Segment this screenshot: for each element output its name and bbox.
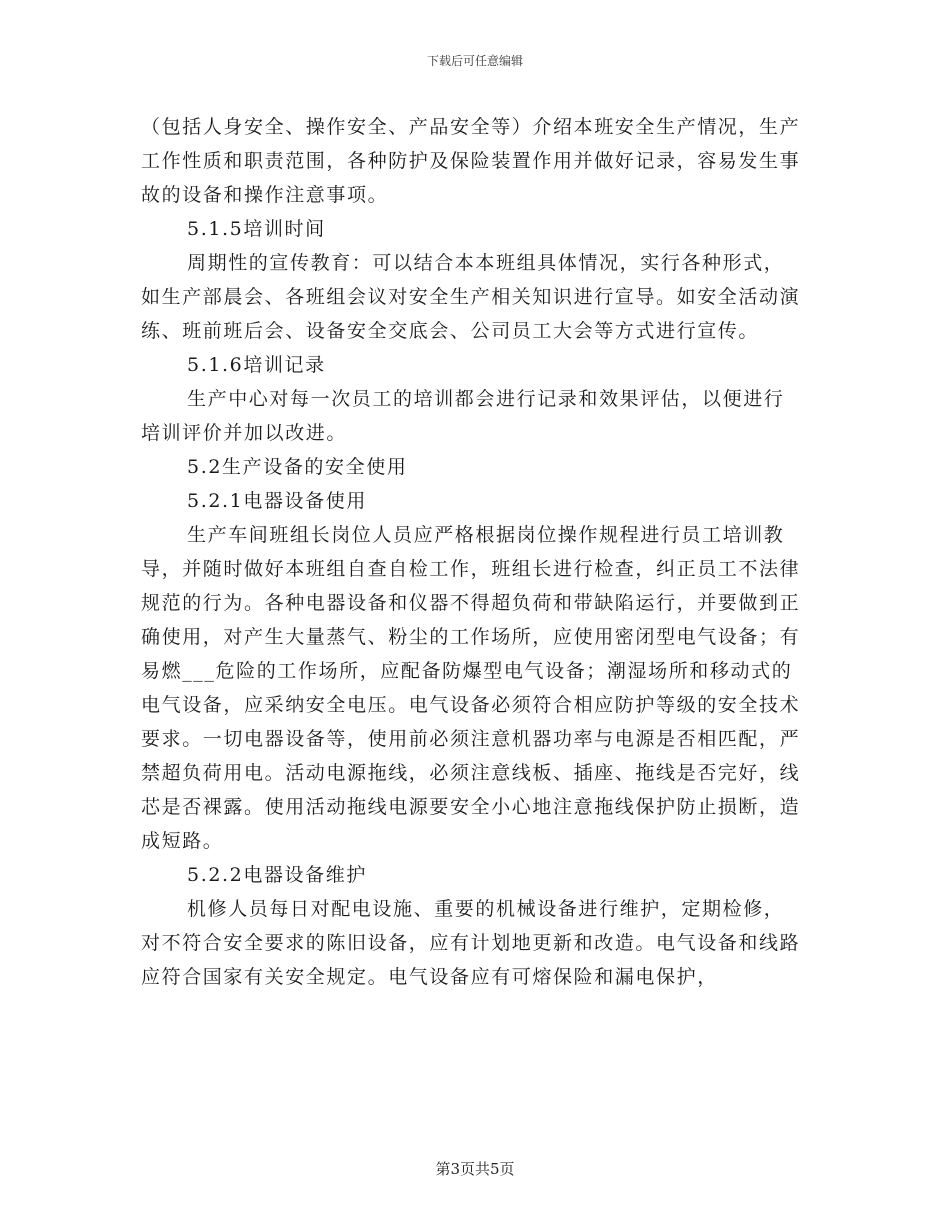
heading-5-1-5: 5.1.5培训时间 <box>187 218 326 240</box>
heading-5-2-2: 5.2.2电器设备维护 <box>187 864 367 886</box>
document-body <box>141 110 801 994</box>
page-footer: 第3页共5页 <box>435 1160 515 1178</box>
paragraph-electrical-maintenance: 机修人员每日对配电设施、重要的机械设备进行维护，定期检修，对不符合安全要求的陈旧设备，应有计划地更新和改造。电气设备和线路应符合国家有关安全规定。电气设备应有可熔保险和漏电保护， <box>141 898 801 988</box>
paragraph-training-record: 生产中心对每一次员工的培训都会进行记录和效果评估，以便进行培训评价并加以改进。 <box>141 388 785 444</box>
page-header: 下载后可任意编辑 <box>426 54 523 68</box>
heading-5-1-6: 5.1.6培训记录 <box>187 354 326 376</box>
heading-5-2: 5.2生产设备的安全使用 <box>187 456 408 478</box>
paragraph-safety-intro: （包括人身安全、操作安全、产品安全等）介绍本班安全生产情况，生产工作性质和职责范围，各种防护及保险装置作用并做好记录，容易发生事故的设备和操作注意事项。 <box>141 116 801 206</box>
heading-5-2-1: 5.2.1电器设备使用 <box>187 490 367 512</box>
paragraph-training-time: 周期性的宣传教育：可以结合本本班组具体情况，实行各种形式，如生产部晨会、各班组会议对安全生产相关知识进行宣导。如安全活动演练、班前班后会、设备安全交底会、公司员工大会等方式进行宣传。 <box>141 252 801 342</box>
paragraph-electrical-use: 生产车间班组长岗位人员应严格根据岗位操作规程进行员工培训教导，并随时做好本班组自查自检工作，班组长进行检查，纠正员工不法律规范的行为。各种电器设备和仪器不得超负荷和带缺陷运行，并要做到正确使用，对产生大量蒸气、粉尘的工作场所，应使用密闭型电气设备；有易燃___危险的工作场所，应配备防爆型电气设备；潮湿场所和移动式的电气设备，应采纳安全电压。电气设备必须符合相应防护等级的安全技术要求。一切电器设备等，使用前必须注意机器功率与电源是否相匹配，严禁超负荷用电。活动电源拖线，必须注意线板、插座、拖线是否完好，线芯是否裸露。使用活动拖线电源要安全小心地注意拖线保护防止损断，造成短路。 <box>141 524 801 852</box>
